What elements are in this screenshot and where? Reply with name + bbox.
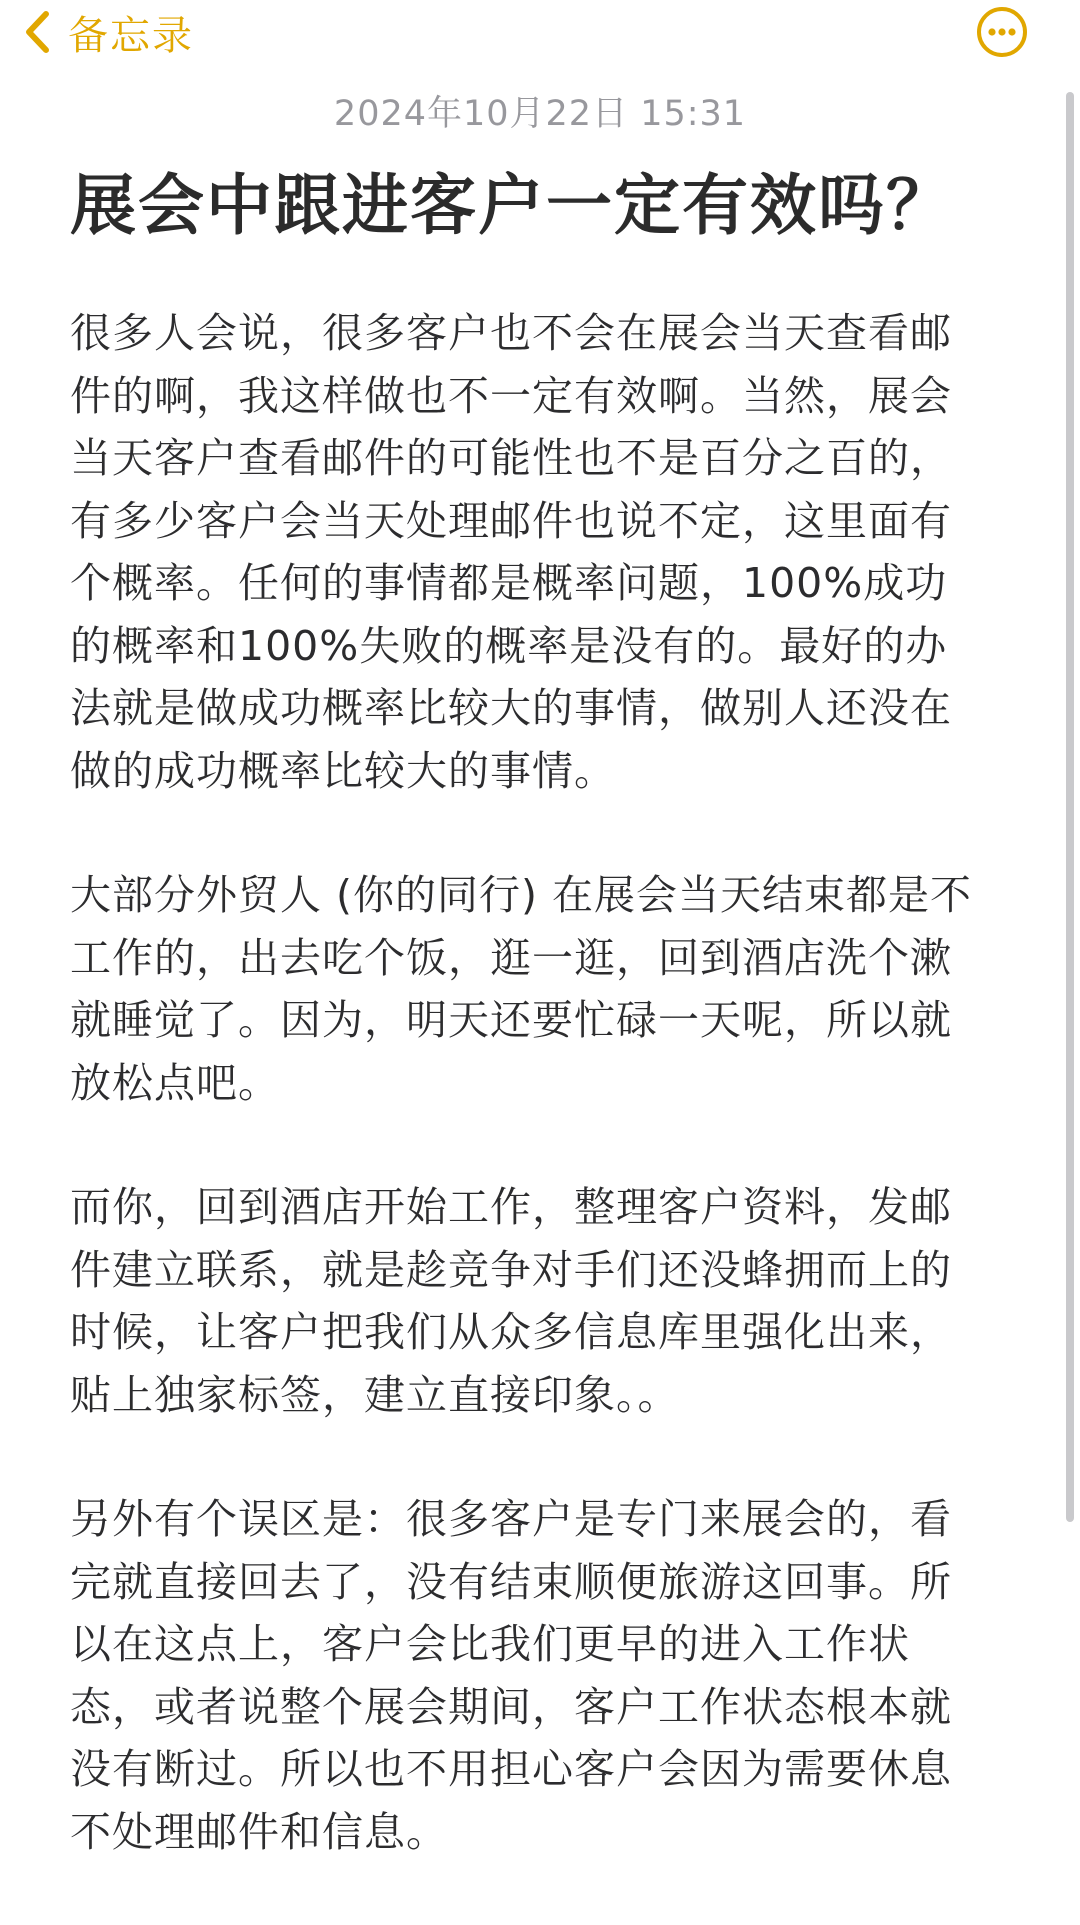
- paragraph-line: 很多人会说，很多客户也不会在展会当天查看邮: [70, 309, 952, 357]
- back-button[interactable]: [24, 2, 194, 62]
- note-paragraph: [70, 864, 996, 1114]
- paragraph-line: 工作的，出去吃个饭，逛一逛，回到酒店洗个漱: [70, 933, 952, 982]
- paragraph-line: 个概率。任何的事情都是概率问题，100%成功: [70, 559, 948, 607]
- ellipsis-circle-icon: [976, 6, 1028, 58]
- paragraph-line: 当天客户查看邮件的可能性也不是百分之百的，: [70, 434, 952, 482]
- paragraph-line: 另外有个误区是：很多客户是专门来展会的，看: [70, 1495, 952, 1543]
- note-date: 2024年10月22日 15:31: [333, 94, 747, 134]
- more-options-button[interactable]: [976, 6, 1028, 58]
- paragraph-line: 态，或者说整个展会期间，客户工作状态根本就: [70, 1682, 952, 1731]
- note-paragraph: [70, 1176, 996, 1426]
- note-body[interactable]: [70, 302, 996, 1925]
- paragraph-line: 而你，回到酒店开始工作，整理客户资料，发邮: [70, 1183, 952, 1231]
- paragraph-line: 大部分外贸人 (你的同行) 在展会当天结束都是不: [70, 871, 973, 919]
- paragraph-line: 放松点吧。: [70, 1058, 280, 1107]
- note-paragraph: [70, 1488, 996, 1863]
- paragraph-line: 没有断过。所以也不用担心客户会因为需要休息: [70, 1745, 952, 1793]
- paragraph-line: 就睡觉了。因为，明天还要忙碌一天呢，所以就: [70, 996, 952, 1044]
- paragraph-line: 时候，让客户把我们从众多信息库里强化出来，: [70, 1308, 952, 1356]
- paragraph-line: 的概率和100%失败的概率是没有的。最好的办: [70, 621, 948, 670]
- navigation-bar: [0, 0, 1080, 70]
- note-title[interactable]: 展会中跟进客户一定有效吗？: [70, 167, 954, 244]
- paragraph-line: 件的啊，我这样做也不一定有效啊。当然，展会: [70, 371, 952, 420]
- paragraph-line: 有多少客户会当天处理邮件也说不定，这里面有: [70, 496, 952, 545]
- paragraph-line: 完就直接回去了，没有结束顺便旅游这回事。所: [70, 1557, 952, 1606]
- paragraph-line: 法就是做成功概率比较大的事情，做别人还没在: [70, 684, 952, 732]
- paragraph-line: 以在这点上，客户会比我们更早的进入工作状: [70, 1620, 910, 1668]
- paragraph-line: 不处理邮件和信息。: [70, 1807, 448, 1856]
- paragraph-line: 件建立联系，就是趁竞争对手们还没蜂拥而上的: [70, 1245, 952, 1294]
- paragraph-line: 贴上独家标签，建立直接印象。。: [70, 1370, 680, 1419]
- back-label: 备忘录: [68, 12, 194, 59]
- chevron-left-icon: [24, 10, 50, 54]
- note-paragraph: [70, 302, 996, 802]
- paragraph-line: 做的成功概率比较大的事情。: [70, 746, 616, 795]
- scrollbar[interactable]: [1066, 92, 1074, 1522]
